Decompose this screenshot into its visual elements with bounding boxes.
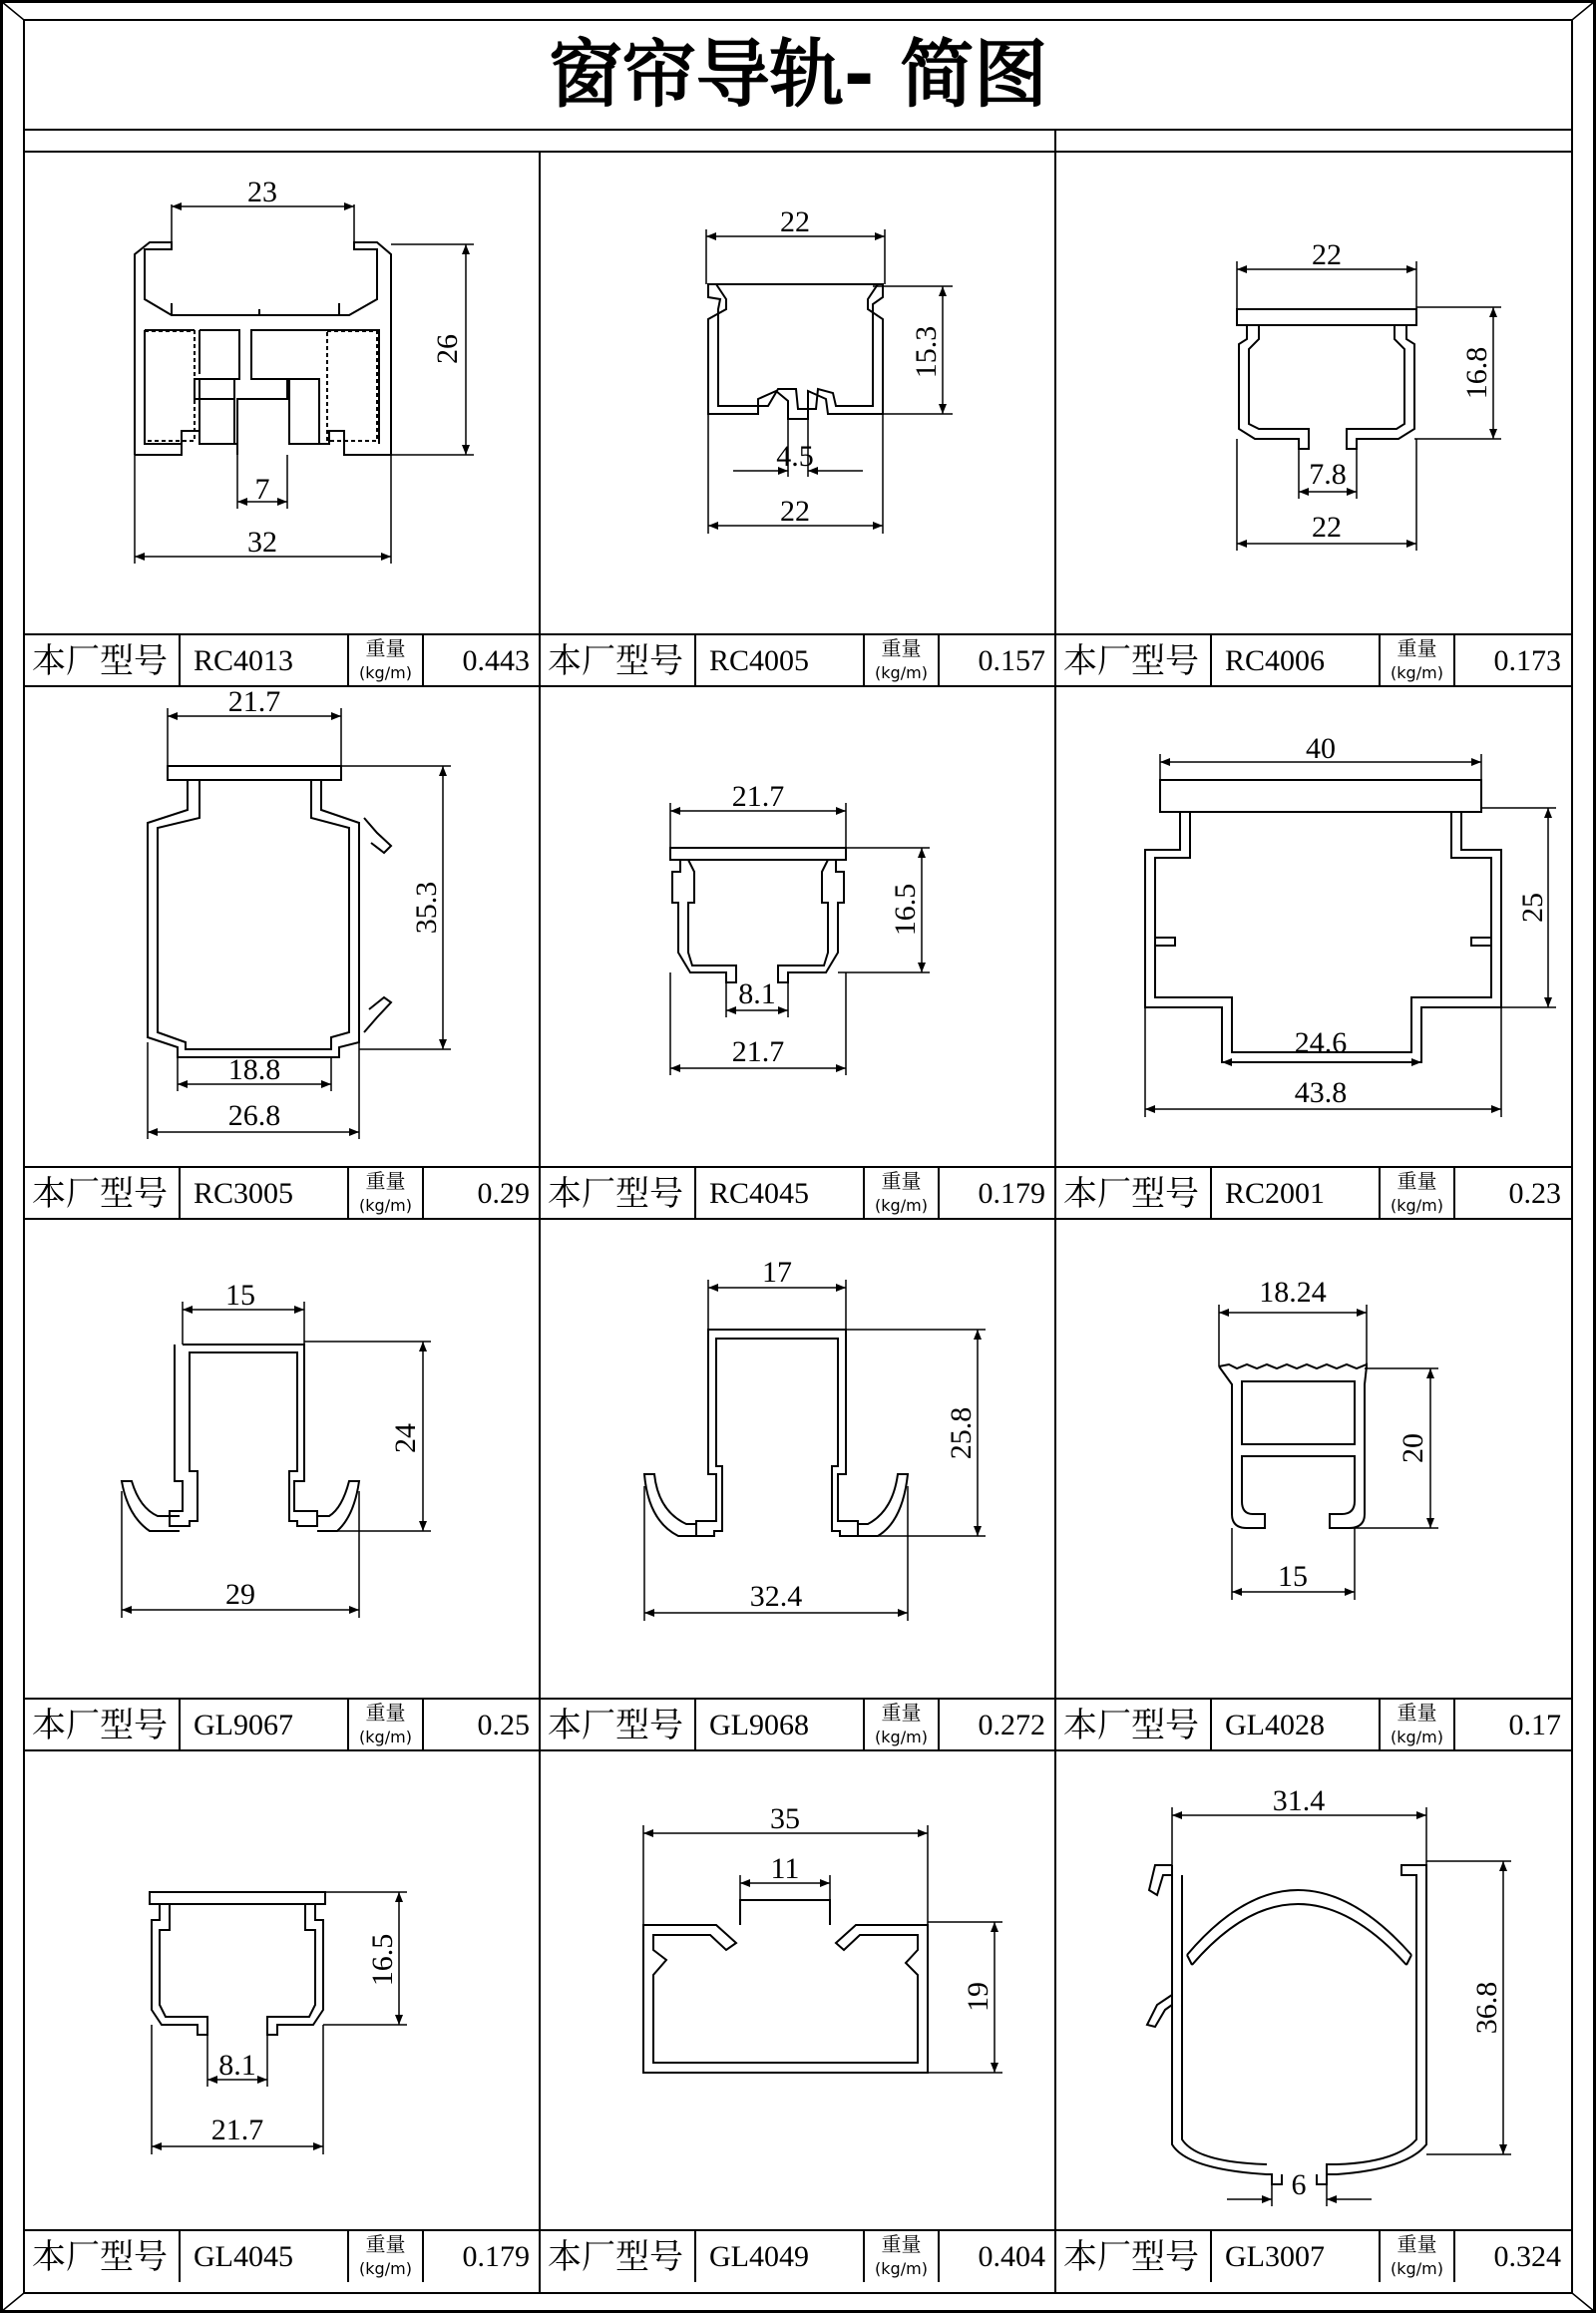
weight-value: 0.324 xyxy=(1493,2240,1561,2273)
profile-drawing-gl9067 xyxy=(122,1345,359,1531)
dim-label: 22 xyxy=(1312,238,1342,271)
dim-label: 32.4 xyxy=(749,1580,803,1613)
model-label: 本厂型号 xyxy=(32,2237,168,2277)
dims-gl9068 xyxy=(644,1280,986,1621)
weight-unit: (kg/m) xyxy=(1391,1728,1443,1746)
dim-label: 25 xyxy=(1516,893,1549,923)
dims-rc4013 xyxy=(135,204,474,564)
dim-label: 22 xyxy=(1312,511,1342,544)
weight-value: 0.29 xyxy=(477,1177,530,1210)
model-number: GL4028 xyxy=(1225,1709,1325,1741)
profile-drawing-rc4045 xyxy=(670,848,846,982)
weight-value: 0.179 xyxy=(462,2240,530,2273)
dims-rc3005 xyxy=(148,708,451,1139)
dim-label: 36.8 xyxy=(1470,1981,1503,2035)
model-number: RC4013 xyxy=(194,644,294,677)
model-label: 本厂型号 xyxy=(1063,641,1199,681)
weight-value: 0.157 xyxy=(978,644,1045,677)
profile-drawing-gl9068 xyxy=(644,1330,908,1536)
weight-value: 0.179 xyxy=(978,1177,1045,1210)
dim-label: 22 xyxy=(780,495,810,528)
model-label: 本厂型号 xyxy=(548,2237,683,2277)
dim-label: 43.8 xyxy=(1294,1076,1348,1109)
dim-label: 16.5 xyxy=(366,1933,399,1987)
dim-label: 32 xyxy=(247,526,277,559)
profile-drawing-rc2001 xyxy=(1145,780,1501,1062)
weight-label: 重量 xyxy=(1396,2232,1437,2256)
weight-label: 重量 xyxy=(365,636,406,660)
model-number: GL3007 xyxy=(1225,2240,1325,2273)
model-label: 本厂型号 xyxy=(1063,1706,1199,1745)
profile-drawing-gl4045 xyxy=(150,1892,325,2035)
model-label: 本厂型号 xyxy=(32,641,168,681)
model-number: RC2001 xyxy=(1225,1177,1326,1210)
label-rows xyxy=(32,634,1561,2282)
weight-label: 重量 xyxy=(1396,1701,1437,1725)
dim-label: 24.6 xyxy=(1294,1026,1348,1059)
weight-label: 重量 xyxy=(881,1169,922,1193)
model-label: 本厂型号 xyxy=(548,1706,683,1745)
profile-drawing-rc4006 xyxy=(1237,309,1416,449)
model-label: 本厂型号 xyxy=(1063,2237,1199,2277)
dim-label: 17 xyxy=(762,1256,792,1289)
weight-value: 0.272 xyxy=(978,1709,1045,1741)
dim-label: 24 xyxy=(389,1423,422,1453)
dim-label: 21.7 xyxy=(731,1035,785,1068)
weight-unit: (kg/m) xyxy=(359,663,412,682)
dim-label: 21.7 xyxy=(227,685,281,718)
model-number: GL9067 xyxy=(194,1709,293,1741)
weight-unit: (kg/m) xyxy=(1391,663,1443,682)
weight-unit: (kg/m) xyxy=(875,1196,928,1215)
dim-label: 16.8 xyxy=(1460,346,1493,400)
weight-unit: (kg/m) xyxy=(1391,1196,1443,1215)
dim-label: 8.1 xyxy=(218,2049,256,2082)
model-number: GL4049 xyxy=(709,2240,809,2273)
weight-value: 0.17 xyxy=(1508,1709,1561,1741)
dims-gl9067 xyxy=(122,1302,431,1618)
weight-unit: (kg/m) xyxy=(359,2259,412,2278)
weight-unit: (kg/m) xyxy=(875,1728,928,1746)
profile-drawing-gl3007 xyxy=(1147,1865,1426,2184)
dim-label: 8.1 xyxy=(738,977,776,1010)
weight-unit: (kg/m) xyxy=(359,1196,412,1215)
weight-label: 重量 xyxy=(881,1701,922,1725)
dim-label: 19 xyxy=(962,1982,995,2012)
dims-gl4049 xyxy=(643,1825,1002,2073)
model-number: RC4006 xyxy=(1225,644,1326,677)
weight-unit: (kg/m) xyxy=(875,2259,928,2278)
dim-label: 21.7 xyxy=(210,2114,264,2146)
dim-label: 40 xyxy=(1306,732,1336,765)
profile-drawing-rc3005 xyxy=(148,766,391,1057)
dim-label: 20 xyxy=(1396,1433,1429,1463)
weight-value: 0.23 xyxy=(1508,1177,1561,1210)
model-label: 本厂型号 xyxy=(32,1706,168,1745)
weight-label: 重量 xyxy=(365,1701,406,1725)
weight-label: 重量 xyxy=(1396,1169,1437,1193)
profile-drawing-gl4028 xyxy=(1219,1364,1367,1528)
dims-rc4045 xyxy=(670,803,930,1075)
dim-label: 29 xyxy=(225,1578,255,1611)
dim-label: 23 xyxy=(247,176,277,208)
dim-label: 15 xyxy=(225,1279,255,1312)
dims-rc4005 xyxy=(706,229,953,534)
weight-value: 0.25 xyxy=(477,1709,530,1741)
model-number: RC4045 xyxy=(709,1177,810,1210)
model-number: RC4005 xyxy=(709,644,810,677)
model-number: RC3005 xyxy=(194,1177,294,1210)
dim-label: 26 xyxy=(431,334,464,364)
weight-label: 重量 xyxy=(365,2232,406,2256)
weight-unit: (kg/m) xyxy=(1391,2259,1443,2278)
model-label: 本厂型号 xyxy=(32,1174,168,1214)
dim-label: 16.5 xyxy=(889,883,922,937)
dim-label: 18.24 xyxy=(1259,1276,1327,1309)
dim-label: 21.7 xyxy=(731,780,785,813)
dims-gl3007 xyxy=(1172,1807,1511,2206)
dim-label: 7.8 xyxy=(1309,458,1347,491)
weight-unit: (kg/m) xyxy=(359,1728,412,1746)
weight-label: 重量 xyxy=(881,636,922,660)
dim-label: 6 xyxy=(1291,2168,1307,2201)
dims-gl4045 xyxy=(152,1892,407,2154)
dim-label: 22 xyxy=(780,205,810,238)
dim-label: 7 xyxy=(254,473,270,506)
weight-unit: (kg/m) xyxy=(875,663,928,682)
dim-label: 25.8 xyxy=(945,1406,978,1460)
model-label: 本厂型号 xyxy=(548,641,683,681)
sheet-frame xyxy=(2,2,1595,2312)
dim-label: 4.5 xyxy=(776,440,814,473)
dim-label: 31.4 xyxy=(1272,1784,1326,1817)
model-label: 本厂型号 xyxy=(548,1174,683,1214)
model-number: GL9068 xyxy=(709,1709,809,1741)
model-label: 本厂型号 xyxy=(1063,1174,1199,1214)
dim-label: 26.8 xyxy=(227,1099,281,1132)
weight-label: 重量 xyxy=(1396,636,1437,660)
weight-value: 0.173 xyxy=(1493,644,1561,677)
profile-drawing-rc4013 xyxy=(135,242,391,455)
weight-value: 0.404 xyxy=(978,2240,1045,2273)
model-number: GL4045 xyxy=(194,2240,293,2273)
profile-drawing-rc4005 xyxy=(708,284,883,419)
dim-label: 15 xyxy=(1278,1560,1308,1593)
dim-label: 15.3 xyxy=(910,325,943,379)
weight-label: 重量 xyxy=(365,1169,406,1193)
page-title: 窗帘导轨- 简图 xyxy=(548,32,1048,118)
dim-label: 35.3 xyxy=(410,881,443,935)
dim-label: 11 xyxy=(770,1852,800,1885)
dims-rc4006 xyxy=(1237,261,1501,551)
dim-label: 35 xyxy=(770,1802,800,1835)
weight-label: 重量 xyxy=(881,2232,922,2256)
weight-value: 0.443 xyxy=(462,644,530,677)
profile-drawing-gl4049 xyxy=(643,1900,928,2073)
dim-label: 18.8 xyxy=(227,1053,281,1086)
dims-rc2001 xyxy=(1145,754,1556,1117)
